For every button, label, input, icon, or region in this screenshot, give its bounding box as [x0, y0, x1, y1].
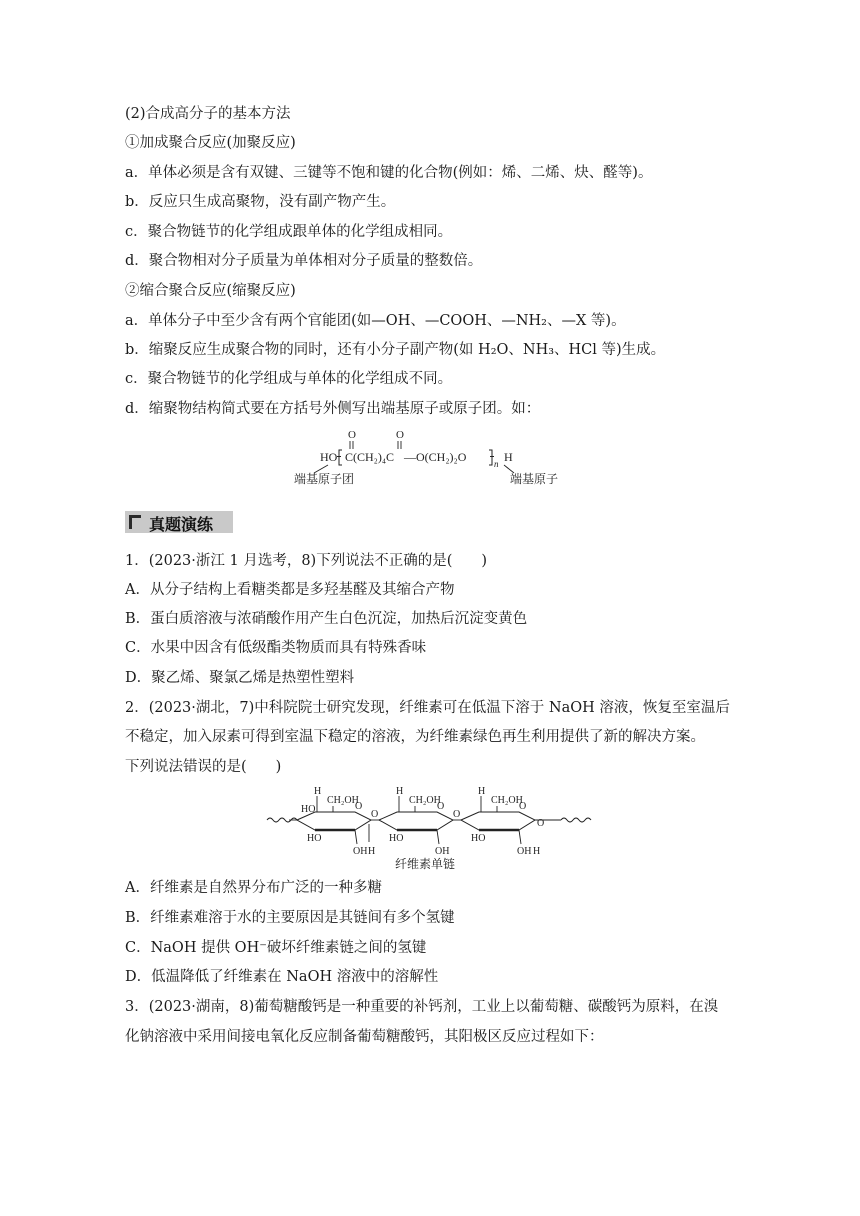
question-1-option: C．水果中因含有低级酯类物质而具有特殊香味	[125, 640, 427, 656]
addition-title: ①加成聚合反应(加聚反应)	[125, 135, 296, 151]
condensation-item: c．聚合物链节的化学组成与单体的化学组成不同。	[125, 371, 453, 387]
label-oh: OH	[353, 846, 368, 857]
formula-o2: O	[396, 429, 404, 441]
formula-tail: —O(CH₂)₂O	[404, 450, 467, 464]
question-2-option: A．纤维素是自然界分布广泛的一种多糖	[125, 880, 382, 896]
label-o: O	[355, 801, 363, 812]
addition-item: d．聚合物相对分子质量为单体相对分子质量的整数倍。	[125, 253, 483, 269]
cellulose-chain-figure	[265, 782, 605, 872]
formula-h: H	[504, 450, 513, 464]
label-h: H	[368, 846, 376, 857]
question-2-option: D．低温降低了纤维素在 NaOH 溶液中的溶解性	[125, 969, 439, 985]
figure-caption: 纤维素单链	[395, 857, 456, 871]
label-o: O	[453, 809, 461, 820]
question-2-stem-line: 不稳定，加入尿素可得到室温下稳定的溶液，为纤维素绿色再生利用提供了新的解决方案。	[125, 729, 705, 745]
formula-label-left: 端基原子团	[294, 472, 355, 486]
label-h: H	[396, 786, 404, 797]
label-oh: OH	[517, 846, 532, 857]
section-marker-icon	[129, 515, 141, 529]
question-1-option: B．蛋白质溶液与浓硝酸作用产生白色沉淀，加热后沉淀变黄色	[125, 611, 528, 627]
label-ch2oh: CH₂OH	[327, 795, 359, 806]
polyester-formula	[290, 425, 590, 491]
label-o: O	[537, 818, 545, 829]
question-2-stem-line: 下列说法错误的是( )	[125, 759, 282, 775]
question-1-option: D．聚乙烯、聚氯乙烯是热塑性塑料	[125, 670, 355, 686]
label-ho: HO	[471, 833, 486, 844]
formula-n: n	[494, 459, 499, 469]
question-2-option: B．纤维素难溶于水的主要原因是其链间有多个氢键	[125, 910, 455, 926]
label-o: O	[519, 801, 527, 812]
formula-ho: HO	[320, 450, 338, 464]
label-h: H	[533, 846, 541, 857]
question-3-stem-line: 化钠溶液中采用间接电氧化反应制备葡萄糖酸钙，其阳极区反应过程如下：	[125, 1029, 604, 1045]
condensation-title: ②缩合聚合反应(缩聚反应)	[125, 283, 296, 299]
section-heading: (2)合成高分子的基本方法	[125, 106, 291, 122]
condensation-item: a．单体分子中至少含有两个官能团(如—OH、—COOH、—NH₂、—X 等)。	[125, 313, 626, 329]
label-h: H	[314, 786, 322, 797]
label-oh: OH	[435, 846, 450, 857]
condensation-item: d．缩聚物结构简式要在方括号外侧写出端基原子或原子团。如：	[125, 401, 541, 417]
addition-item: a．单体必须是含有双键、三键等不饱和键的化合物(例如：烯、二烯、炔、醛等)。	[125, 165, 653, 181]
label-ch2oh: CH₂OH	[491, 795, 523, 806]
label-o: O	[437, 801, 445, 812]
addition-item: c．聚合物链节的化学组成跟单体的化学组成相同。	[125, 224, 453, 240]
question-2-option: C．NaOH 提供 OH⁻破坏纤维素链之间的氢键	[125, 940, 427, 956]
label-ch2oh: CH₂OH	[409, 795, 441, 806]
condensation-item: b．缩聚反应生成聚合物的同时，还有小分子副产物(如 H₂O、NH₃、HCl 等)生成。	[125, 342, 666, 358]
label-ho: HO	[307, 833, 322, 844]
question-2-stem-line: 2．(2023·湖北，7)中科院院士研究发现，纤维素可在低温下溶于 NaOH 溶液，恢复至室温后	[125, 700, 730, 716]
label-o: O	[371, 809, 379, 820]
label-h: H	[478, 786, 486, 797]
label-ho: HO	[301, 804, 316, 815]
section-title: 真题演练	[149, 515, 214, 534]
question-1-option: A．从分子结构上看糖类都是多羟基醛及其缩合产物	[125, 582, 455, 598]
label-ho: HO	[389, 833, 404, 844]
addition-item: b．反应只生成高聚物，没有副产物产生。	[125, 194, 396, 210]
section-header-bar	[125, 511, 233, 533]
formula-chain: C(CH₂)₄C	[345, 450, 395, 464]
question-1-stem: 1．(2023·浙江 1 月选考，8)下列说法不正确的是( )	[125, 553, 488, 569]
formula-o1: O	[348, 429, 356, 441]
formula-label-right: 端基原子	[510, 472, 559, 486]
question-3-stem-line: 3．(2023·湖南，8)葡萄糖酸钙是一种重要的补钙剂，工业上以葡萄糖、碳酸钙为原料，在溴	[125, 999, 719, 1015]
